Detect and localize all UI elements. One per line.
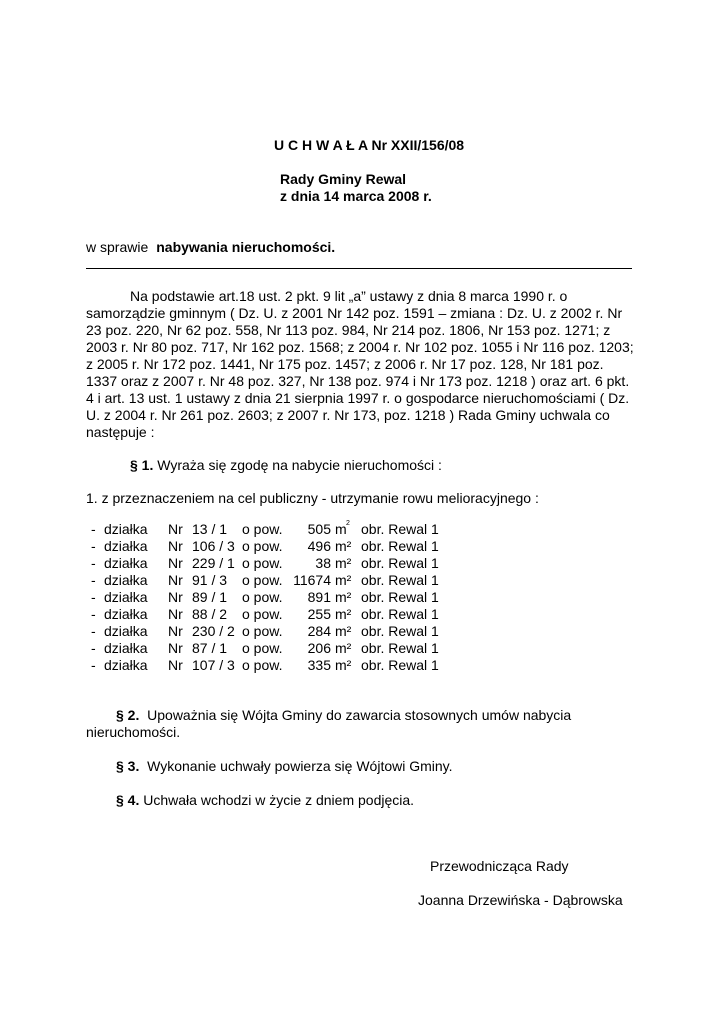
plot-unit: m² (335, 640, 352, 656)
plot-area-label: o pow. (242, 657, 283, 673)
plot-nr-label: Nr (168, 606, 183, 622)
subject-line (86, 239, 335, 256)
resolution-title: U C H W A Ł A Nr XXII/156/08 (274, 137, 465, 153)
plot-area-label: o pow. (242, 623, 283, 639)
section-1 (130, 457, 442, 474)
plot-unit: m² (335, 589, 352, 605)
plot-word: działka (104, 572, 148, 588)
plot-unit: m² (335, 538, 352, 554)
plot-nr-label: Nr (168, 521, 183, 537)
plot-nr-label: Nr (168, 572, 183, 588)
council-name: Rady Gminy Rewal (280, 171, 407, 187)
plot-area: 496 (307, 538, 331, 554)
subject-value: nabywania nieruchomości. (156, 239, 336, 255)
plot-word: działka (104, 589, 148, 605)
plot-number: 106 / 3 (192, 538, 235, 554)
plot-number: 13 / 1 (192, 521, 228, 537)
plot-precinct: obr. Rewal 1 (361, 657, 439, 673)
plot-number: 89 / 1 (192, 589, 228, 605)
section-3 (116, 758, 453, 775)
plot-area: 206 (307, 640, 331, 656)
plot-nr-label: Nr (168, 623, 183, 639)
preamble (86, 288, 634, 441)
plot-dash: - (91, 657, 96, 673)
plot-unit: m (335, 521, 347, 537)
plot-area-label: o pow. (242, 589, 283, 605)
resolution-date: z dnia 14 marca 2008 r. (280, 188, 432, 204)
plot-precinct: obr. Rewal 1 (361, 623, 439, 639)
plot-nr-label: Nr (168, 640, 183, 656)
plot-area-label: o pow. (242, 555, 283, 571)
signatory-name: Joanna Drzewińska - Dąbrowska (418, 892, 623, 908)
plot-word: działka (104, 538, 148, 554)
plot-word: działka (104, 640, 148, 656)
section-2-text: Upoważnia się Wójta Gminy do zawarcia stosownych umów nabycia nieruchomości. (86, 707, 572, 740)
plot-area: 335 (307, 657, 331, 673)
plot-unit: m² (335, 657, 352, 673)
purpose-line: 1. z przeznaczeniem na cel publiczny - utrzymanie rowu melioracyjnego : (86, 490, 539, 506)
plot-dash: - (91, 572, 96, 588)
section-4-mark: § 4. (116, 792, 140, 808)
plot-dash: - (91, 521, 96, 537)
section-4 (116, 792, 414, 809)
plot-precinct: obr. Rewal 1 (361, 589, 439, 605)
plot-number: 230 / 2 (192, 623, 235, 639)
plot-word: działka (104, 606, 148, 622)
plot-precinct: obr. Rewal 1 (361, 538, 439, 554)
section-2 (86, 707, 626, 741)
plot-area-label: o pow. (242, 572, 283, 588)
plot-number: 91 / 3 (192, 572, 228, 588)
plot-number: 107 / 3 (192, 657, 235, 673)
plot-word: działka (104, 521, 148, 537)
plot-nr-label: Nr (168, 589, 183, 605)
signatory-role: Przewodnicząca Rady (430, 858, 569, 874)
plot-dash: - (91, 606, 96, 622)
plot-precinct: obr. Rewal 1 (361, 640, 439, 656)
plot-precinct: obr. Rewal 1 (361, 521, 439, 537)
plot-area: 38 (315, 555, 331, 571)
section-1-text: Wyraża się zgodę na nabycie nieruchomości : (157, 457, 442, 473)
plot-nr-label: Nr (168, 657, 183, 673)
section-4-text: Uchwała wchodzi w życie z dniem podjęcia. (143, 792, 415, 808)
plot-nr-label: Nr (168, 538, 183, 554)
plot-dash: - (91, 589, 96, 605)
subject-label: w sprawie (86, 239, 149, 255)
divider (86, 268, 632, 269)
preamble-text: Na podstawie art.18 ust. 2 pkt. 9 lit „a” ustawy z dnia 8 marca 1990 r. o samorządzie gminnym ( Dz. U. z 2001 Nr 142 poz. 1591 – zmiana : Dz. U. z 2002 r. Nr 23 poz. 220, Nr 62 poz. 558, Nr 113 poz. 984, Nr 214 poz. 1806, Nr 153 poz. 1271; z 2003 r. Nr 80 poz. 717, Nr 162 poz. 1568; z 2004 r. Nr 102 poz. 1055 i Nr 116 poz. 1203; z 2005 r. Nr 172 poz. 1441, Nr 175 poz. 1457; z 2006 r. Nr 17 poz. 128, Nr 181 poz. 1337 oraz z 2007 r. Nr 48 poz. 327, Nr 138 poz. 974 i Nr 173 poz. 1218 ) oraz art. 6 pkt. 4 i art. 13 ust. 1 ustawy z dnia 21 sierpnia 1997 r. o gospodarce nieruchomościami ( Dz. U. z 2004 r. Nr 261 poz. 2603; z 2007 r. Nr 173, poz. 1218 ) Rada Gminy uchwala co następuje : (86, 288, 634, 440)
plot-unit: m² (335, 606, 352, 622)
plot-unit-exponent: 2 (346, 520, 350, 527)
plot-dash: - (91, 538, 96, 554)
section-3-text: Wykonanie uchwały powierza się Wójtowi Gminy. (147, 758, 453, 774)
plot-number: 87 / 1 (192, 640, 228, 656)
plot-area: 284 (307, 623, 331, 639)
plot-area: 11674 (293, 572, 331, 588)
plot-area-label: o pow. (242, 538, 283, 554)
plot-word: działka (104, 657, 148, 673)
plot-precinct: obr. Rewal 1 (361, 606, 439, 622)
plot-unit: m² (335, 623, 352, 639)
plot-precinct: obr. Rewal 1 (361, 555, 439, 571)
section-3-mark: § 3. (116, 758, 140, 774)
plot-word: działka (104, 555, 148, 571)
plot-nr-label: Nr (168, 555, 183, 571)
plot-number: 88 / 2 (192, 606, 228, 622)
plot-dash: - (91, 623, 96, 639)
plot-word: działka (104, 623, 148, 639)
plot-precinct: obr. Rewal 1 (361, 572, 439, 588)
plot-dash: - (91, 640, 96, 656)
section-1-mark: § 1. (130, 457, 154, 473)
section-2-mark: § 2. (116, 707, 140, 723)
plot-unit: m² (335, 572, 352, 588)
plot-area: 255 (307, 606, 331, 622)
plot-area: 891 (307, 589, 331, 605)
plot-dash: - (91, 555, 96, 571)
plot-area-label: o pow. (242, 521, 283, 537)
plot-area-label: o pow. (242, 640, 283, 656)
plot-area: 505 (307, 521, 331, 537)
plot-number: 229 / 1 (192, 555, 235, 571)
plot-unit: m² (335, 555, 352, 571)
plot-area-label: o pow. (242, 606, 283, 622)
